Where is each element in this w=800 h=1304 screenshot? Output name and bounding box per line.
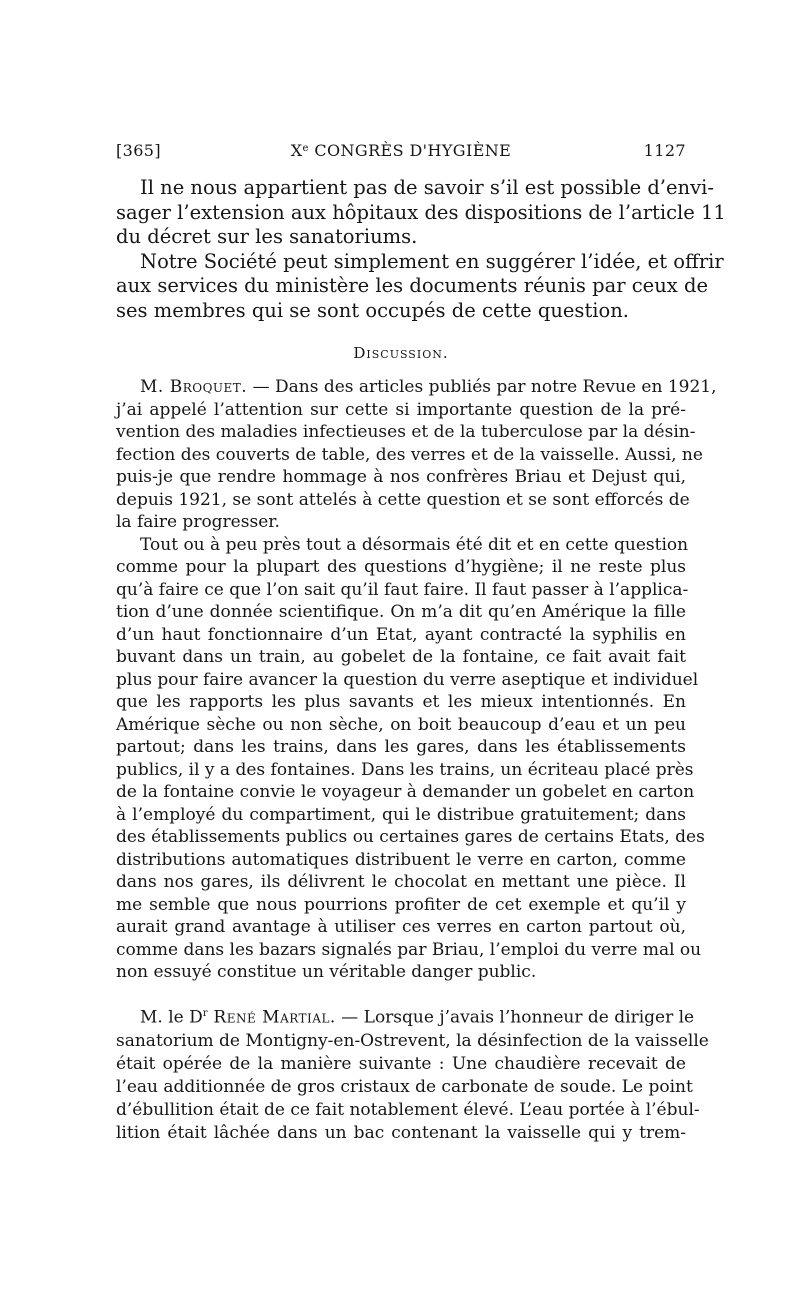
speaker-prefix: M. le D bbox=[140, 1007, 203, 1028]
broquet-first-line-text: — Dans des articles publiés par notre Revue en 1921, bbox=[247, 377, 717, 397]
intro-line: du décret sur les sanatoriums. bbox=[116, 225, 418, 248]
body-line: buvant dans un train, au gobelet de la fontaine, ce fait avait fait bbox=[116, 647, 686, 667]
body-line: depuis 1921, se sont attelés à cette question et se sont efforcés de bbox=[116, 489, 690, 510]
body-line: dans nos gares, ils délivrent le chocolat en mettant une pièce. Il bbox=[116, 872, 686, 892]
body-line: qu’à faire ce que l’on sait qu’il faut faire. Il faut passer à l’applica- bbox=[116, 579, 689, 600]
body-line: des établissements publics ou certaines gares de certains Etats, des bbox=[116, 827, 705, 847]
running-title-x: X bbox=[290, 141, 303, 160]
body-line: plus pour faire avancer la question du verre aseptique et individuel bbox=[116, 669, 699, 690]
body-line: distributions automatiques distribuent le verre en carton, comme bbox=[116, 849, 686, 870]
body-line: d’ébullition était de ce fait notablement élevé. L’eau portée à l’ébul- bbox=[116, 1099, 700, 1120]
body-line: de la fontaine convie le voyageur à demander un gobelet en carton bbox=[116, 782, 695, 802]
speaker-sup: r bbox=[202, 1008, 208, 1019]
body-line: non essuyé constitue un véritable danger public. bbox=[116, 962, 537, 982]
body-line: vention des maladies infectieuses et de la tuberculose par la désin- bbox=[116, 422, 696, 442]
body-line: comme dans les bazars signalés par Briau, l’emploi du verre mal ou bbox=[116, 939, 702, 960]
page-number: 1127 bbox=[643, 141, 686, 160]
speaker-name: René Martial. bbox=[207, 1007, 336, 1028]
discussion-heading: Discussion. bbox=[353, 344, 449, 362]
martial-intervention bbox=[116, 1002, 709, 1145]
speaker-name: M. Broquet. bbox=[140, 377, 248, 397]
body-line: la faire progresser. bbox=[116, 512, 280, 532]
running-header bbox=[116, 141, 686, 163]
martial-first-line bbox=[116, 1002, 695, 1030]
intro-paragraphs bbox=[116, 176, 726, 323]
body-line: tion d’une donnée scientifique. On m’a dit qu’en Amérique la fille bbox=[116, 602, 686, 622]
body-line: à l’employé du compartiment, qui le distribue gratuitement; dans bbox=[116, 804, 686, 825]
martial-first-line-text: — Lorsque j’avais l’honneur de diriger le bbox=[335, 1007, 695, 1028]
running-title-sup: e bbox=[302, 143, 309, 154]
intro-line: ses membres qui se sont occupés de cette question. bbox=[116, 298, 630, 322]
body-line: était opérée de la manière suivante : Une chaudière recevait de bbox=[116, 1053, 686, 1074]
intro-line: sager l’extension aux hôpitaux des dispositions de l’article 11 bbox=[116, 200, 726, 224]
body-line: comme pour la plupart des questions d’hygiène; il ne reste plus bbox=[116, 557, 686, 577]
running-title-rest: CONGRÈS D'HYGIÈNE bbox=[308, 141, 512, 160]
intro-line: aux services du ministère les documents réunis par ceux de bbox=[116, 274, 708, 297]
body-line: me semble que nous pourrions profiter de cet exemple et qu’il y bbox=[116, 894, 686, 915]
body-line: que les rapports les plus savants et les mieux intentionnés. En bbox=[116, 692, 686, 712]
body-line: fection des couverts de table, des verres et de la vaisselle. Aussi, ne bbox=[116, 444, 703, 465]
body-line: partout; dans les trains, dans les gares, dans les établissements bbox=[116, 737, 686, 757]
body-line: puis-je que rendre hommage à nos confrères Briau et Dejust qui, bbox=[116, 467, 686, 487]
body-line: lition était lâchée dans un bac contenant la vaisselle qui y trem- bbox=[116, 1122, 686, 1143]
running-title bbox=[116, 141, 686, 160]
intro-line: Notre Société peut simplement en suggérer l’idée, et offrir bbox=[140, 249, 724, 273]
page-bracket-number: [365] bbox=[116, 141, 162, 160]
body-line: Tout ou à peu près tout a désormais été dit et en cette question bbox=[140, 534, 689, 555]
body-line: d’un haut fonctionnaire d’un Etat, ayant contracté la syphilis en bbox=[116, 624, 686, 645]
body-line: publics, il y a des fontaines. Dans les trains, un écriteau placé près bbox=[116, 759, 694, 780]
body-line: l’eau additionnée de gros cristaux de carbonate de soude. Le point bbox=[116, 1076, 693, 1097]
body-line: Amérique sèche ou non sèche, on boit beaucoup d’eau et un peu bbox=[116, 714, 686, 735]
body-line: sanatorium de Montigny-en-Ostrevent, la désinfection de la vaisselle bbox=[116, 1030, 709, 1051]
broquet-intervention bbox=[116, 376, 717, 984]
body-line: j’ai appelé l’attention sur cette si importante question de la pré- bbox=[116, 399, 686, 420]
broquet-first-line bbox=[116, 376, 717, 399]
intro-line: Il ne nous appartient pas de savoir s’il est possible d’envi- bbox=[140, 176, 714, 199]
body-line: aurait grand avantage à utiliser ces verres en carton partout où, bbox=[116, 917, 686, 937]
